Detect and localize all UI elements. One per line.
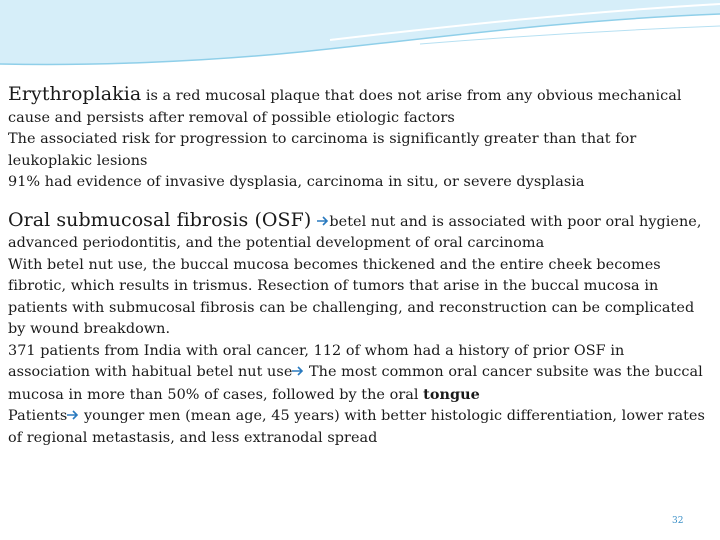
right-arrow-icon (292, 366, 304, 376)
right-arrow-icon (67, 410, 79, 420)
erythroplakia-term: Erythroplakia (8, 83, 142, 105)
header-wave-decoration (0, 0, 720, 90)
osf-betel-effect: With betel nut use, the buccal mucosa becomes thickened and the entire cheek becomes fibrotic, which results in trismus. Resection of tumors that arise in the buccal mucosa in patients with submucosal fibrosis can be challenging, and reconstruction can be complicated by wound breakdown. (8, 256, 695, 337)
osf-cause: betel nut and is associated with poor oral hygiene, advanced periodontitis, and the potential development of oral carcinoma (8, 213, 702, 251)
osf-subsite-tongue: tongue (423, 385, 480, 403)
right-arrow-icon (317, 216, 329, 226)
osf-subsite: The most common oral cancer subsite was the buccal mucosa in more than 50% of cases, followed by the oral (8, 364, 703, 403)
erythroplakia-risk: The associated risk for progression to carcinoma is significantly greater than that for leukoplakic lesions (8, 131, 637, 169)
osf-patients-text: younger men (mean age, 45 years) with better histologic differentiation, lower rates of regional metastasis, and less extranodal spread (8, 408, 705, 446)
erythroplakia-block (8, 84, 708, 194)
osf-patients-label: Patients (8, 408, 68, 424)
osf-block (8, 210, 708, 450)
osf-term: Oral submucosal fibrosis (OSF) (8, 208, 318, 231)
slide-number: 32 (672, 516, 684, 526)
erythroplakia-evidence: 91% had evidence of invasive dysplasia, carcinoma in situ, or severe dysplasia (8, 174, 585, 190)
header-wave-fill (0, 0, 720, 65)
osf-study: 371 patients from India with oral cancer, 112 of whom had a history of prior OSF in association with habitual betel nut use (8, 342, 625, 380)
erythroplakia-definition: is a red mucosal plaque that does not arise from any obvious mechanical cause and persists after removal of possible etiologic factors (8, 88, 682, 126)
slide-body (8, 84, 708, 449)
